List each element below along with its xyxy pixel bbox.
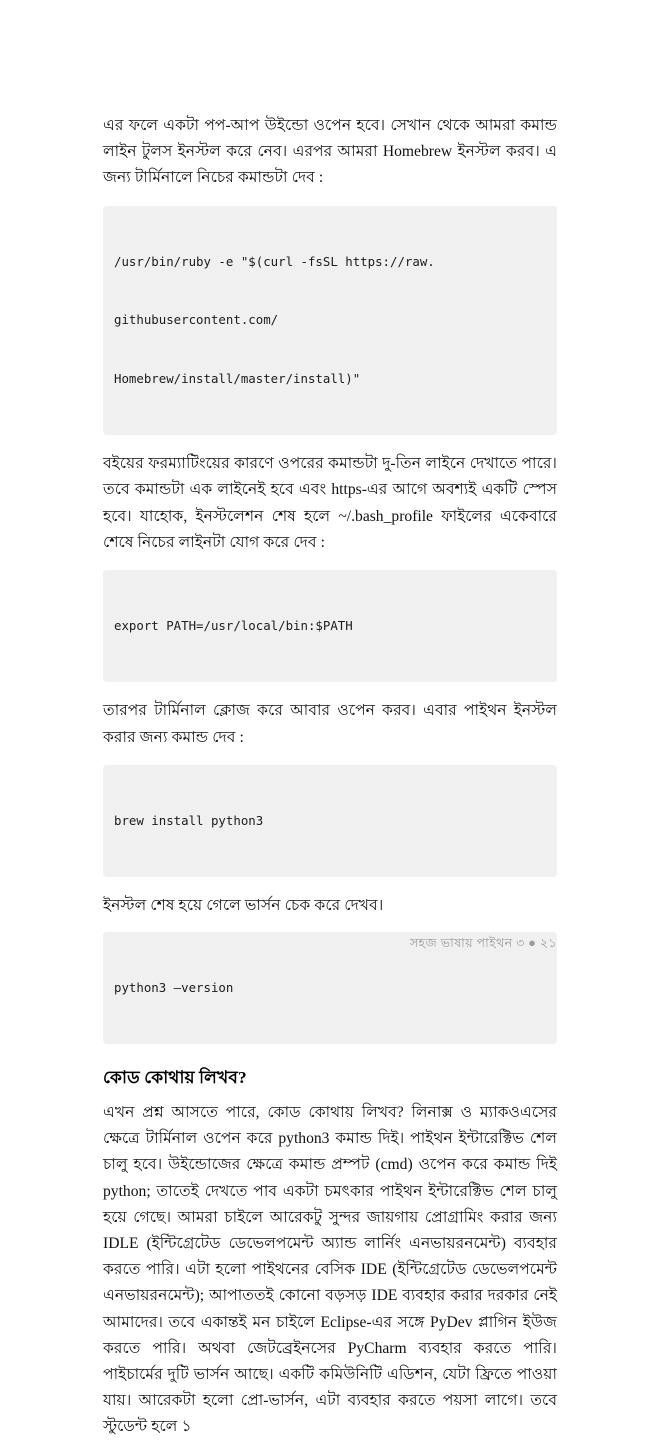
spacer bbox=[103, 435, 557, 451]
code-line: brew install python3 bbox=[114, 812, 264, 828]
spacer bbox=[103, 920, 557, 932]
paragraph-editors-and-ides: এখন প্রশ্ন আসতে পারে, কোড কোথায় লিখব? লিনাক্স ও ম্যাকওএসের ক্ষেত্রে টার্মিনাল ওপেন করে python3 কমান্ড দিই। পাইথন ইন্টারেক্টিভ শেল চালু হবে। উইন্ডোজের ক্ষেত্রে কমান্ড প্রম্পট (cmd) ওপেন করে কমান্ড দিই python; তাতেই দেখতে পাব একটা চমৎকার পাইথন ইন্টারেক্টিভ শেল চালু হয়ে গেছে। আমরা চাইলে আরেকটু সুন্দর জায়গায় প্রোগ্রামিং করার জন্য IDLE (ইন্টিগ্রেটেড ডেভেলপমেন্ট অ্যান্ড লার্নিং এনভায়রনমেন্ট) ব্যবহার করতে পারি। এটা হলো পাইথনের বেসিক IDE (ইন্টিগ্রেটেড ডেভেলপমেন্ট এনভায়রনমেন্ট); আপাততই কোনো বড়সড় IDE ব্যবহার করার দরকার নেই আমাদের। তবে একান্তই মন চাইলে Eclipse-এর সঙ্গে PyDev প্লাগিন ইউজ করতে পারি। অথবা জেটব্রেইনসের PyCharm ব্যবহার করতে পারি। পাইচার্মের দুটি ভার্সন আছে। একটি কমিউনিটি এডিশন, যেটা ফ্রিতে পাওয়া যায়। আরেকটা হলো প্রো-ভার্সন, এটা ব্যবহার করতে পয়সা লাগে। তবে স্টুডেন্ট হলে ১ bbox=[103, 1104, 557, 1436]
footer-text: সহজ ভাষায় পাইথন ৩ ● ২১ bbox=[409, 936, 557, 950]
paragraph-intro-homebrew: এর ফলে একটা পপ-আপ উইন্ডো ওপেন হবে। সেখান থেকে আমরা কমান্ড লাইন টুলস ইনস্টল করে নেব। এরপর আমরা Homebrew ইনস্টল করব। এ জন্য টার্মিনালে নিচের কমান্ডটা দেব : bbox=[103, 117, 557, 187]
spacer bbox=[103, 1090, 557, 1100]
section-heading-where-to-write-code: কোড কোথায় লিখব? bbox=[103, 1068, 247, 1088]
code-line: githubusercontent.com/ bbox=[114, 312, 279, 328]
spacer bbox=[103, 1044, 557, 1066]
spacer bbox=[103, 751, 557, 765]
code-line: Homebrew/install/master/install)" bbox=[114, 370, 361, 386]
spacer bbox=[103, 877, 557, 893]
page-footer bbox=[103, 934, 557, 952]
code-line: python3 –version bbox=[114, 979, 234, 995]
paragraph-formatting-note: বইয়ের ফরম্যাটিংয়ের কারণে ওপরের কমান্ডটা দু-তিন লাইনে দেখাতে পারে। তবে কমান্ডটা এক লাইনেই হবে এবং https-এর আগে অবশ্যই একটি স্পেস হবে। যাহোক, ইনস্টলেশন শেষ হলে ~/.bash_profile ফাইলের একেবারে শেষে নিচের লাইনটা যোগ করে দেব : bbox=[103, 455, 557, 551]
spacer bbox=[103, 556, 557, 570]
spacer bbox=[103, 192, 557, 206]
code-line: /usr/bin/ruby -e "$(curl -fsSL https://raw. bbox=[114, 253, 435, 269]
paragraph-version-check: ইনস্টল শেষ হয়ে গেলে ভার্সন চেক করে দেখব। bbox=[103, 897, 384, 915]
code-block-export-path bbox=[103, 570, 557, 683]
spacer bbox=[103, 682, 557, 698]
code-block-homebrew-install bbox=[103, 206, 557, 436]
code-block-brew-install-python3 bbox=[103, 765, 557, 878]
page-content-column bbox=[103, 113, 557, 1441]
paragraph-reopen-terminal: তারপর টার্মিনাল ক্লোজ করে আবার ওপেন করব। এবার পাইথন ইনস্টল করার জন্য কমান্ড দেব : bbox=[103, 702, 557, 746]
code-line: export PATH=/usr/local/bin:$PATH bbox=[114, 617, 353, 633]
